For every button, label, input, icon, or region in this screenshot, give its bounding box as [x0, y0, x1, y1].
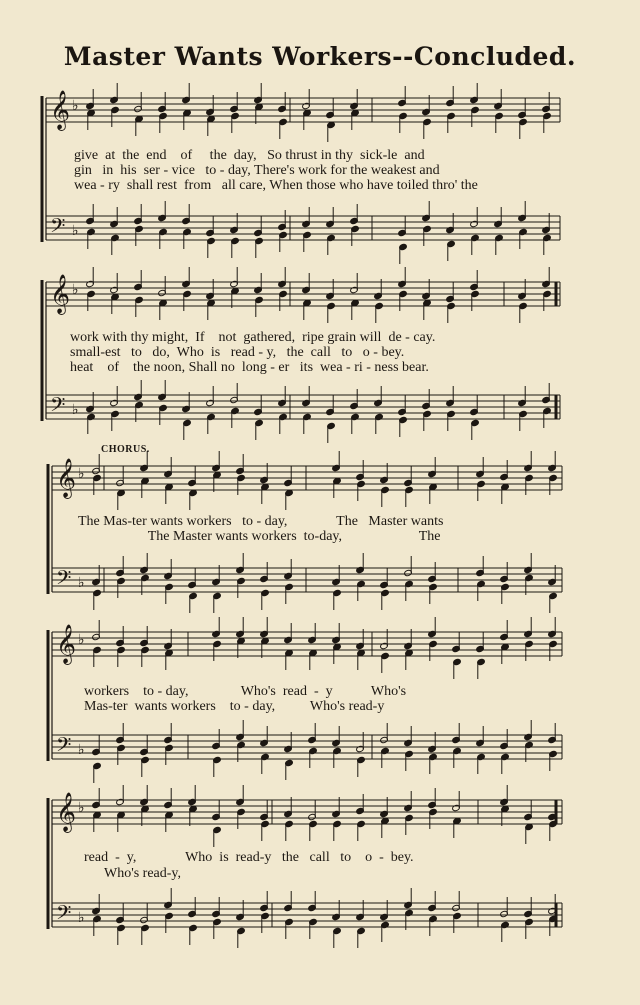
- bass-clef-icon: 𝄢: [50, 214, 66, 242]
- treble-clef-icon: 𝄞: [50, 274, 71, 314]
- page-title: Master Wants Workers--Concluded.: [63, 42, 577, 71]
- bass-clef-icon: 𝄢: [56, 566, 72, 594]
- treble-clef-icon: 𝄞: [56, 458, 77, 498]
- bass-clef-icon: 𝄢: [50, 393, 66, 421]
- lyric-line: give at the end of the day, So thrust in thy sick-le and: [74, 148, 425, 163]
- chorus-label: CHORUS.: [101, 444, 150, 455]
- flat-sign-icon: ♭: [78, 910, 85, 926]
- flat-sign-icon: ♭: [72, 98, 79, 114]
- lyric-line: workers to - day, Who's read - y Who's: [84, 684, 407, 699]
- flat-sign-icon: ♭: [78, 632, 85, 648]
- flat-sign-icon: ♭: [78, 800, 85, 816]
- lyric-line: Who's read-y,: [104, 866, 182, 881]
- lyric-line: read - y, Who is read-y the call to o - bey.: [84, 850, 414, 865]
- flat-sign-icon: ♭: [72, 402, 79, 418]
- lyric-line: work with thy might, If not gathered, ripe grain will de - cay.: [70, 330, 436, 345]
- flat-sign-icon: ♭: [72, 282, 79, 298]
- lyric-line: small-est to do, Who is read - y, the call to o - bey.: [70, 345, 405, 360]
- lyric-line: heat of the noon, Shall no long - er its wea - ri - ness bear.: [70, 360, 429, 375]
- treble-clef-icon: 𝄞: [50, 90, 71, 130]
- flat-sign-icon: ♭: [72, 223, 79, 239]
- lyric-line: wea - ry shall rest from all care, When those who have toiled thro' the: [74, 178, 478, 193]
- lyric-line: gin in his ser - vice to - day, There's work for the weakest and: [74, 163, 440, 178]
- flat-sign-icon: ♭: [78, 742, 85, 758]
- treble-clef-icon: 𝄞: [56, 792, 77, 832]
- lyric-line: The Master wants workers to-day, The: [78, 529, 441, 544]
- flat-sign-icon: ♭: [78, 575, 85, 591]
- flat-sign-icon: ♭: [78, 466, 85, 482]
- lyric-line: Mas-ter wants workers to - day, Who's read-y: [84, 699, 385, 714]
- lyric-line: The Mas-ter wants workers to - day, The Master wants: [78, 514, 444, 529]
- bass-clef-icon: 𝄢: [56, 733, 72, 761]
- bass-clef-icon: 𝄢: [56, 901, 72, 929]
- treble-clef-icon: 𝄞: [56, 624, 77, 664]
